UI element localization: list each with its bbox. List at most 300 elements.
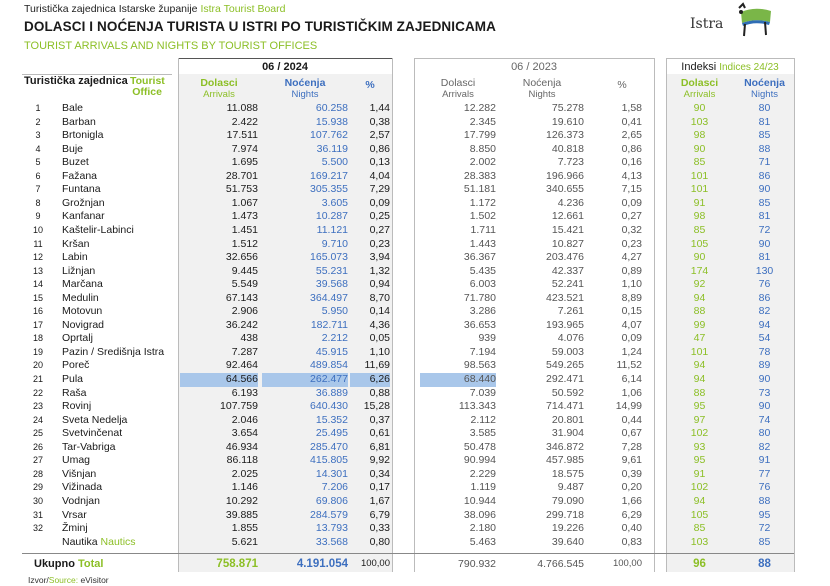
arrivals-2024: 1.695 <box>231 156 258 169</box>
nights-2024: 33.568 <box>315 535 348 548</box>
divider <box>22 553 794 554</box>
table-row <box>0 454 830 468</box>
row-number: 23 <box>32 401 43 412</box>
table-row <box>0 129 830 143</box>
arrivals-index: 91 <box>693 196 706 209</box>
nights-2024: 13.793 <box>315 522 348 535</box>
row-number: 27 <box>32 455 43 466</box>
pct-2024: 3,94 <box>369 251 390 264</box>
total-nights-index: 88 <box>758 558 771 570</box>
office-name: Barban <box>62 115 96 128</box>
nights-2023: 31.904 <box>551 427 584 440</box>
organization-line <box>24 3 285 15</box>
arrivals-2024: 36.242 <box>225 318 258 331</box>
arrivals-index: 94 <box>693 494 706 507</box>
source-note: Izvor/Source: eVisitor <box>28 575 109 585</box>
nights-2023: 42.337 <box>551 264 584 277</box>
nights-2024: 7.206 <box>321 481 348 494</box>
pct-2023: 4,27 <box>621 251 642 264</box>
nights-2023: 299.718 <box>546 508 584 521</box>
office-name: Umag <box>62 454 91 467</box>
office-name: Buje <box>62 142 84 155</box>
arrivals-2023: 3.585 <box>469 427 496 440</box>
table-row <box>0 495 830 509</box>
table-row <box>0 156 830 170</box>
table-row <box>0 427 830 441</box>
nights-index: 71 <box>758 156 771 169</box>
pct-2024: 15,28 <box>363 400 390 413</box>
nights-index: 85 <box>758 535 771 548</box>
office-name: Pazin / Središnja Istra <box>62 345 165 358</box>
arrivals-2024: 3.654 <box>231 427 258 440</box>
nights-index: 73 <box>758 386 771 399</box>
nights-index: 81 <box>758 251 771 264</box>
arrivals-index: 90 <box>693 142 706 155</box>
row-number: 28 <box>32 468 43 479</box>
row-number: 20 <box>32 360 43 371</box>
period-2023-header: 06 / 2023 <box>511 61 557 73</box>
arrivals-2024: 32.656 <box>225 251 258 264</box>
nights-2024: 169.217 <box>310 169 348 182</box>
arrivals-2023: 10.944 <box>463 494 496 507</box>
nights-2023: 40.818 <box>551 142 584 155</box>
nights-2024: 15.352 <box>315 413 348 426</box>
arrivals-index: 102 <box>690 481 709 494</box>
page-title: DOLASCI I NOĆENJA TURISTA U ISTRI PO TURISTIČKIM ZAJEDNICAMA <box>24 19 497 34</box>
table-row <box>0 414 830 428</box>
nights-2024: 11.121 <box>316 223 348 236</box>
pct-2023: 0,16 <box>621 156 642 169</box>
nights-2023: 18.575 <box>551 467 584 480</box>
nights-2023: 19.226 <box>551 522 584 535</box>
office-name: Kaštelir-Labinci <box>62 223 134 236</box>
nights-2023: 52.241 <box>551 278 584 291</box>
pct-2024: 2,57 <box>369 129 390 142</box>
index-label-en: Indices 24/23 <box>719 62 779 73</box>
office-name: Nautika Nautics <box>62 535 136 548</box>
table-row <box>0 238 830 252</box>
nights-2023: 79.090 <box>551 494 584 507</box>
nights-index: 82 <box>758 305 771 318</box>
arrivals-2023: 8.850 <box>469 142 496 155</box>
arrivals-index: 94 <box>693 373 706 385</box>
nights-index: 90 <box>758 373 771 385</box>
row-number: 5 <box>35 157 41 168</box>
office-name: Oprtalj <box>62 332 93 345</box>
table-row <box>0 116 830 130</box>
arrivals-2024: 39.885 <box>225 508 258 521</box>
pct-2023: 0,89 <box>621 264 642 277</box>
arrivals-index: 88 <box>693 305 706 318</box>
nights-2023-header: Noćenja Nights <box>522 77 562 100</box>
office-name: Fažana <box>62 169 98 182</box>
pct-2024: 0,14 <box>369 305 390 318</box>
nights-2023: 714.471 <box>546 400 584 413</box>
nights-index-header: Noćenja Nights <box>744 77 785 100</box>
row-number: 17 <box>32 319 43 330</box>
row-number: 10 <box>32 224 43 235</box>
arrivals-2024: 9.445 <box>231 264 258 277</box>
pct-2024: 0,13 <box>369 156 390 169</box>
arrivals-2023: 1.119 <box>470 481 496 494</box>
divider <box>666 58 794 59</box>
row-number: 6 <box>35 170 41 181</box>
nights-2023: 19.610 <box>551 115 584 128</box>
pct-2024: 4,04 <box>369 169 390 182</box>
total-nights-2024: 4.191.054 <box>296 558 348 570</box>
nights-2023: 457.985 <box>546 454 584 467</box>
nights-2024: 165.073 <box>310 251 348 264</box>
arrivals-2023: 5.435 <box>469 264 496 277</box>
table-row <box>0 278 830 292</box>
office-name: Novigrad <box>62 318 105 331</box>
nights-index: 74 <box>758 413 771 426</box>
nights-index: 72 <box>758 223 771 236</box>
goat-icon <box>735 2 777 40</box>
nights-index: 88 <box>758 142 771 155</box>
arrivals-2024-header: Dolasci Arrivals <box>200 77 238 100</box>
arrivals-2023: 17.799 <box>463 129 496 142</box>
pct-2023: 14,99 <box>615 400 642 413</box>
pct-2023: 0,09 <box>621 196 642 209</box>
pct-2024: 0,38 <box>369 115 390 128</box>
arrivals-index: 103 <box>690 115 709 128</box>
nights-index: 80 <box>758 102 771 114</box>
arrivals-2024: 11.088 <box>226 102 258 114</box>
table-row <box>0 468 830 482</box>
pct-2024: 0,37 <box>369 413 390 426</box>
row-number: 19 <box>32 346 43 357</box>
nights-index: 81 <box>758 115 771 128</box>
table-row <box>0 143 830 157</box>
arrivals-index: 101 <box>690 169 709 182</box>
pct-2024: 0,25 <box>369 210 390 223</box>
nights-2023: 292.471 <box>546 373 584 385</box>
row-number: 31 <box>32 509 43 520</box>
nights-index: 82 <box>758 440 771 453</box>
pct-2024: 1,44 <box>369 102 390 114</box>
row-number: 24 <box>32 414 43 425</box>
row-number: 32 <box>32 523 43 534</box>
org-name: Turistička zajednica Istarske županije <box>24 3 198 15</box>
arrivals-2024: 7.287 <box>231 345 258 358</box>
nights-index: 54 <box>758 332 771 345</box>
divider <box>414 58 654 59</box>
nights-index: 76 <box>758 278 771 291</box>
pct-2024: 0,34 <box>369 467 390 480</box>
nights-index: 85 <box>758 196 771 209</box>
office-name: Ližnjan <box>62 264 96 277</box>
pct-2023: 7,15 <box>621 183 642 196</box>
nights-index: 81 <box>758 210 771 223</box>
arrivals-2023: 90.994 <box>463 454 496 467</box>
pct-2023: 1,66 <box>621 494 642 507</box>
nights-index: 78 <box>758 345 771 358</box>
row-number: 30 <box>32 495 43 506</box>
total-arrivals-2023: 790.932 <box>458 558 496 570</box>
arrivals-2023: 68.440 <box>420 373 496 387</box>
office-name: Labin <box>62 251 88 264</box>
arrivals-2024: 6.193 <box>231 386 258 399</box>
arrivals-2024: 7.974 <box>231 142 258 155</box>
arrivals-index: 103 <box>690 535 709 548</box>
nights-2023: 39.640 <box>551 535 584 548</box>
index-header <box>666 61 794 73</box>
nights-2024: 14.301 <box>315 467 348 480</box>
row-number: 3 <box>35 130 41 141</box>
arrivals-2023: 939 <box>478 332 496 345</box>
nights-2023: 203.476 <box>546 251 584 264</box>
arrivals-2023: 113.343 <box>458 400 496 413</box>
nights-index: 91 <box>758 454 771 467</box>
pct-2023: 0,23 <box>621 237 642 250</box>
pct-2023: 8,89 <box>621 291 642 304</box>
office-name: Svetvinčenat <box>62 427 123 440</box>
office-name: Višnjan <box>62 467 97 480</box>
office-name: Kanfanar <box>62 210 105 223</box>
index-label: Indeksi <box>681 61 717 73</box>
table-row <box>0 400 830 414</box>
arrivals-index: 101 <box>690 183 709 196</box>
nights-2024: 60.258 <box>315 102 348 114</box>
pct-2024: 0,27 <box>369 223 390 236</box>
pct-2023: 0,20 <box>621 481 642 494</box>
arrivals-index: 94 <box>693 291 706 304</box>
arrivals-index: 90 <box>693 251 706 264</box>
nights-2024: 5.950 <box>321 305 348 318</box>
arrivals-2023: 71.780 <box>463 291 496 304</box>
pct-2023: 0,15 <box>621 305 642 318</box>
nights-2023: 75.278 <box>551 102 584 114</box>
table-row <box>0 481 830 495</box>
arrivals-2024: 86.118 <box>226 454 258 467</box>
pct-2024: 0,94 <box>369 278 390 291</box>
row-number: 4 <box>35 143 41 154</box>
pct-2024: 6,81 <box>369 440 390 453</box>
office-name: Bale <box>62 102 84 114</box>
office-name: Grožnjan <box>62 196 105 209</box>
arrivals-2023: 50.478 <box>463 440 496 453</box>
nights-2023: 50.592 <box>551 386 584 399</box>
row-number: 11 <box>33 238 43 249</box>
pct-2023: 4,13 <box>621 169 642 182</box>
total-arrivals-index: 96 <box>693 558 706 570</box>
nights-2024: 364.497 <box>310 291 348 304</box>
nights-index: 85 <box>758 129 771 142</box>
arrivals-2024: 17.511 <box>226 129 258 142</box>
office-name: Medulin <box>62 291 99 304</box>
office-name: Funtana <box>62 183 101 196</box>
table-row <box>0 197 830 211</box>
nights-2024: 182.711 <box>310 318 348 331</box>
pct-2024: 0,88 <box>369 386 390 399</box>
table-row <box>0 183 830 197</box>
arrivals-2023: 12.282 <box>463 102 496 114</box>
nights-2023: 126.373 <box>546 129 584 142</box>
nights-2024: 9.710 <box>321 237 348 250</box>
pct-2023: 11,52 <box>616 359 642 372</box>
office-name: Sveta Nedelja <box>62 413 128 426</box>
office-name: Poreč <box>62 359 90 372</box>
nights-2023: 15.421 <box>551 223 584 236</box>
arrivals-index: 92 <box>693 278 706 291</box>
office-name: Motovun <box>62 305 103 318</box>
office-name: Buzet <box>62 156 89 169</box>
nights-2024: 15.938 <box>315 115 348 128</box>
arrivals-2023: 1.443 <box>469 237 496 250</box>
row-number: 25 <box>32 428 43 439</box>
nights-2024: 262.477 <box>262 373 348 387</box>
nights-2023: 549.265 <box>546 359 584 372</box>
nights-2023: 193.965 <box>546 318 584 331</box>
arrivals-2024: 1.512 <box>231 237 258 250</box>
arrivals-2024: 92.464 <box>225 359 258 372</box>
nights-2024: 55.231 <box>315 264 348 277</box>
arrivals-2023: 2.229 <box>469 467 496 480</box>
office-name: Tar-Vabriga <box>62 440 116 453</box>
table-row <box>0 332 830 346</box>
arrivals-2024: 46.934 <box>225 440 258 453</box>
table-row <box>0 265 830 279</box>
pct-2024: 0,05 <box>369 332 390 345</box>
pct-2024: 0,33 <box>369 522 390 535</box>
office-name: Žminj <box>62 522 88 535</box>
table-row <box>0 251 830 265</box>
arrivals-index: 95 <box>693 454 706 467</box>
pct-2024: 0,23 <box>369 237 390 250</box>
pct-2024: 0,09 <box>369 196 390 209</box>
table-row <box>0 346 830 360</box>
arrivals-2023: 2.345 <box>469 115 496 128</box>
nights-2023: 9.487 <box>557 481 584 494</box>
nights-index: 86 <box>758 169 771 182</box>
arrivals-index: 47 <box>693 332 706 345</box>
nights-2024: 25.495 <box>315 427 348 440</box>
arrivals-2023: 5.463 <box>469 535 496 548</box>
nights-2024: 45.915 <box>315 345 348 358</box>
nights-index: 76 <box>758 481 771 494</box>
pct-2023: 1,10 <box>621 278 642 291</box>
arrivals-index-header: Dolasci Arrivals <box>680 77 719 100</box>
istra-logo <box>690 2 780 42</box>
office-name: Rovinj <box>62 400 92 413</box>
pct-2023: 0,41 <box>621 115 642 128</box>
nights-2023: 12.661 <box>551 210 584 223</box>
row-number: 14 <box>32 279 43 290</box>
arrivals-2024: 2.046 <box>231 413 258 426</box>
row-number: 29 <box>32 482 43 493</box>
pct-2024: 4,36 <box>369 318 390 331</box>
office-name: Vodnjan <box>62 494 100 507</box>
pct-2024: 6,26 <box>350 373 390 387</box>
arrivals-index: 91 <box>693 467 706 480</box>
nights-2024: 10.287 <box>315 210 348 223</box>
pct-2023: 9,61 <box>621 454 642 467</box>
arrivals-2023: 28.383 <box>463 169 496 182</box>
arrivals-2023: 36.367 <box>463 251 496 264</box>
nights-index: 90 <box>758 237 771 250</box>
arrivals-2024: 2.025 <box>231 467 258 480</box>
nights-2024: 39.568 <box>315 278 348 291</box>
org-name-en: Istra Tourist Board <box>200 3 286 15</box>
total-label: Ukupno Total <box>34 558 104 570</box>
arrivals-2023-header: Dolasci Arrivals <box>440 77 476 100</box>
row-number: 9 <box>35 211 41 222</box>
nights-index: 80 <box>758 427 771 440</box>
nights-2024: 5.500 <box>321 156 348 169</box>
arrivals-index: 101 <box>690 345 709 358</box>
row-number: 21 <box>32 374 43 384</box>
arrivals-2024: 2.906 <box>231 305 258 318</box>
nights-2023: 4.076 <box>557 332 584 345</box>
nights-index: 72 <box>758 522 771 535</box>
arrivals-2023: 2.002 <box>469 156 496 169</box>
tz-column-header: Turistička zajednica <box>24 75 128 87</box>
arrivals-2023: 7.039 <box>469 386 496 399</box>
office-name: Raša <box>62 386 87 399</box>
table-row <box>0 102 830 116</box>
arrivals-2024: 1.146 <box>231 481 258 494</box>
pct-2023: 0,32 <box>621 223 642 236</box>
pct-2023-header: % <box>617 79 627 91</box>
arrivals-2024: 28.701 <box>225 169 258 182</box>
nights-index: 130 <box>755 264 774 277</box>
arrivals-2023: 1.711 <box>470 223 496 236</box>
nights-2023: 20.801 <box>551 413 584 426</box>
pct-2024: 11,69 <box>364 359 390 372</box>
nights-index: 95 <box>758 508 771 521</box>
arrivals-2023: 3.286 <box>469 305 496 318</box>
arrivals-2023: 1.172 <box>469 196 496 209</box>
total-nights-2023: 4.766.545 <box>537 558 584 570</box>
arrivals-index: 98 <box>693 210 706 223</box>
arrivals-index: 93 <box>693 440 706 453</box>
pct-2024: 8,70 <box>369 291 390 304</box>
nights-2023: 346.872 <box>546 440 584 453</box>
arrivals-2024: 1.855 <box>231 522 258 535</box>
logo-text: Istra <box>690 16 724 32</box>
nights-index: 88 <box>758 494 771 507</box>
office-name: Marčana <box>62 278 103 291</box>
office-name: Kršan <box>62 237 90 250</box>
arrivals-2024: 107.759 <box>220 400 258 413</box>
arrivals-2024: 1.067 <box>231 196 258 209</box>
pct-2023: 0,40 <box>621 522 642 535</box>
nights-2024: 489.854 <box>310 359 348 372</box>
pct-2023: 6,14 <box>621 373 642 385</box>
nights-index: 89 <box>758 359 771 372</box>
pct-2023: 6,29 <box>621 508 642 521</box>
total-pct-2024: 100,00 <box>360 558 390 569</box>
pct-2024: 0,86 <box>369 142 390 155</box>
row-number: 2 <box>35 116 41 127</box>
nights-2023: 4.236 <box>557 196 584 209</box>
table-row <box>0 441 830 455</box>
nights-2024: 305.355 <box>310 183 348 196</box>
arrivals-2024: 67.143 <box>225 291 258 304</box>
row-number: 12 <box>32 252 43 263</box>
nights-index: 77 <box>758 467 771 480</box>
arrivals-index: 88 <box>693 386 706 399</box>
arrivals-2023: 36.653 <box>463 318 496 331</box>
arrivals-index: 85 <box>693 223 706 236</box>
page-subtitle: TOURIST ARRIVALS AND NIGHTS BY TOURIST OFFICES <box>24 40 318 52</box>
table-row <box>0 210 830 224</box>
nights-2024-header: Noćenja Nights <box>284 77 326 100</box>
office-name: Vižinada <box>62 481 103 494</box>
nights-2024: 107.762 <box>310 129 348 142</box>
arrivals-2024: 64.566 <box>180 373 258 387</box>
